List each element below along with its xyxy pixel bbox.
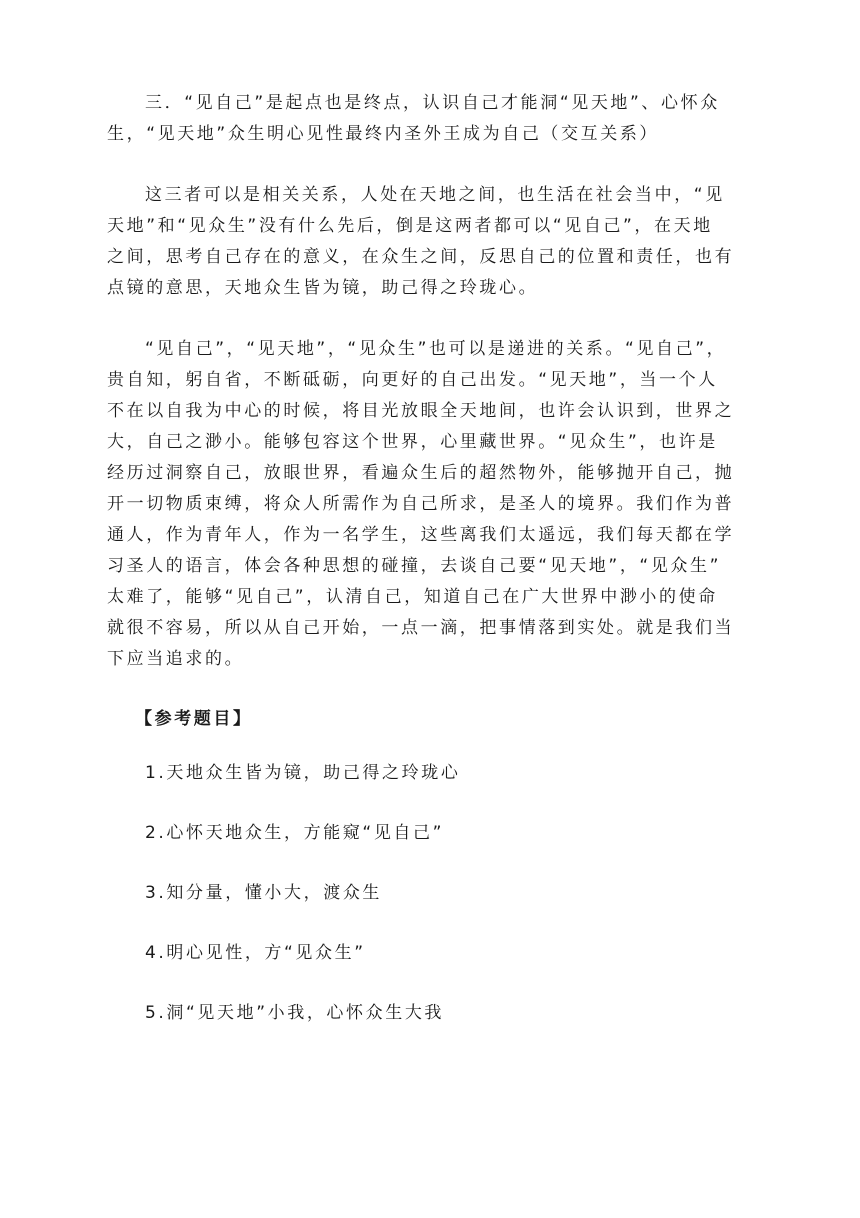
reference-heading: 【参考题目】 — [135, 709, 253, 729]
text-line: 生，“见天地”众生明心见性最终内圣外王成为自己（交互关系） — [107, 124, 660, 144]
text-line: 大，自己之渺小。能够包容这个世界，心里藏世界。“见众生”，也许是 — [107, 432, 718, 452]
text-line: 不在以自我为中心的时候，将目光放眼全天地间，也许会认识到，世界之 — [107, 401, 735, 421]
text-line: 贵自知，躬自省，不断砥砺，向更好的自己出发。“见天地”，当一个人 — [107, 370, 718, 390]
text-line: 下应当追求的。 — [107, 649, 245, 669]
text-line: 太难了，能够“见自己”，认清自己，知道自己在广大世界中渺小的使命 — [107, 587, 718, 607]
section-3-paragraph — [107, 88, 767, 150]
relation-paragraph — [107, 180, 767, 304]
text-line: 点镜的意思，天地众生皆为镜，助己得之玲珑心。 — [107, 278, 539, 298]
text-line: 三．“见自己”是起点也是终点，认识自己才能洞“见天地”、心怀众 — [145, 93, 720, 113]
text-line: 习圣人的语言，体会各种思想的碰撞，去谈自己要“见天地”，“见众生” — [107, 556, 722, 576]
reference-item: 5.洞“见天地”小我，心怀众生大我 — [145, 1003, 445, 1023]
reference-item: 4.明心见性，方“见众生” — [145, 943, 366, 963]
text-line: 通人，作为青年人，作为一名学生，这些离我们太遥远，我们每天都在学 — [107, 525, 735, 545]
reference-list — [107, 758, 767, 1029]
reference-item: 1.天地众生皆为镜，助己得之玲珑心 — [145, 763, 461, 783]
text-line: 开一切物质束缚，将众人所需作为自己所求，是圣人的境界。我们作为普 — [107, 494, 735, 514]
document-page — [107, 88, 767, 1029]
progressive-paragraph — [107, 334, 767, 675]
text-line: 经历过洞察自己，放眼世界，看遍众生后的超然物外，能够抛开自己，抛 — [107, 463, 735, 483]
reference-item: 2.心怀天地众生，方能窥“见自己” — [145, 823, 445, 843]
text-line: 这三者可以是相关关系，人处在天地之间，也生活在社会当中，“见 — [145, 185, 725, 205]
reference-item: 3.知分量，懂小大，渡众生 — [145, 883, 383, 903]
text-line: 天地”和“见众生”没有什么先后，倒是这两者都可以“见自己”，在天地 — [107, 216, 713, 236]
text-line: 就很不容易，所以从自己开始，一点一滴，把事情落到实处。就是我们当 — [107, 618, 735, 638]
text-line: “见自己”，“见天地”，“见众生”也可以是递进的关系。“见自己”， — [145, 339, 727, 359]
text-line: 之间，思考自己存在的意义，在众生之间，反思自己的位置和责任，也有 — [107, 247, 735, 267]
